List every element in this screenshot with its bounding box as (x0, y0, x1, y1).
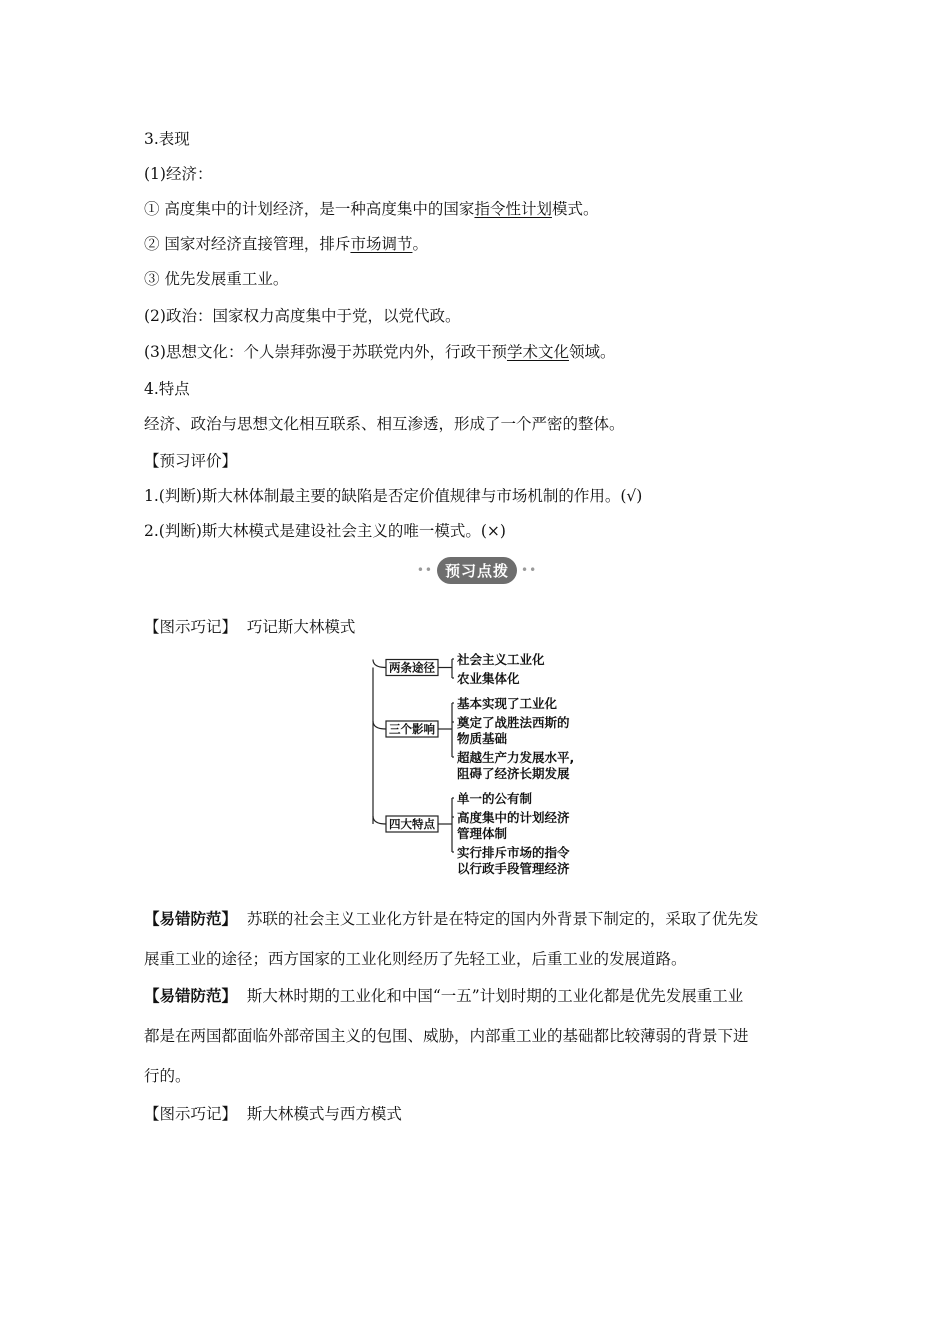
diagram-item-text: 物质基础 (457, 731, 508, 746)
diagram-item-text: 农业集体化 (457, 671, 520, 686)
error-tip-2-text: 斯大林时期的工业化和中国“一五”计划时期的工业化都是优先发展重工业 (246, 987, 744, 1005)
error-tip-2-line-1 (144, 985, 743, 1007)
diagram-item-text: 奠定了战胜法西斯的 (457, 715, 570, 730)
diagram-item-text: 基本实现了工业化 (457, 696, 558, 711)
item-2-underlined: 市场调节 (350, 235, 413, 253)
diagram-item-text: 单一的公有制 (457, 791, 533, 806)
error-tip-2-tag: 【易错防范】 (144, 986, 238, 1005)
tip-1-text: 巧记斯大林模式 (246, 618, 356, 636)
culture-suffix: 领域。 (568, 343, 616, 361)
item-1-text: ① 高度集中的计划经济，是一种高度集中的国家 (144, 200, 475, 218)
diagram-item-text: 超越生产力发展水平, (457, 750, 575, 765)
economy-item-3: ③ 优先发展重工业。 (144, 270, 289, 288)
section-3-2: (2)政治：国家权力高度集中于党，以党代政。 (144, 307, 461, 325)
stalin-model-diagram (365, 646, 625, 882)
section-3-3 (144, 341, 616, 363)
error-tip-1-line-1 (144, 908, 758, 930)
banner-label: 预习点拨 (437, 557, 517, 584)
section-3-1-heading: (1)经济： (144, 165, 213, 183)
preview-tips-banner (412, 556, 542, 584)
diagram-item-text: 管理体制 (457, 826, 508, 841)
question-2: 2.(判断)斯大林模式是建设社会主义的唯一模式。(×) (144, 522, 506, 540)
diagram-item-text: 社会主义工业化 (457, 652, 545, 667)
economy-item-2 (144, 233, 428, 255)
diagram-group-label: 三个影响 (389, 722, 435, 736)
question-1: 1.(判断)斯大林体制最主要的缺陷是否定价值规律与市场机制的作用。(√) (144, 487, 643, 505)
economy-item-1 (144, 198, 598, 220)
diagram-item-text: 高度集中的计划经济 (457, 810, 570, 825)
error-tip-2-line-2: 都是在两国都面临外部帝国主义的包围、威胁，内部重工业的基础都比较薄弱的背景下进 (144, 1027, 749, 1045)
diagram-group-label: 两条途径 (389, 660, 435, 675)
tip-2 (144, 1103, 402, 1125)
diagram-root-branch (373, 816, 386, 824)
diagram-item-text: 阻碍了经济长期发展 (457, 766, 570, 781)
item-1-underlined: 指令性计划 (474, 200, 552, 218)
banner-dots-right: •• (521, 563, 538, 577)
error-tip-1-tag: 【易错防范】 (144, 909, 238, 928)
culture-text: (3)思想文化：个人崇拜弥漫于苏联党内外，行政干预 (144, 343, 507, 361)
diagram-root-branch (373, 721, 386, 729)
banner-dots-left: •• (416, 563, 433, 577)
tip-1-tag: 【图示巧记】 (144, 618, 238, 636)
error-tip-2-line-3: 行的。 (144, 1067, 191, 1085)
section-4-title: 4.特点 (144, 380, 190, 398)
error-tip-1-text: 苏联的社会主义工业化方针是在特定的国内外背景下制定的，采取了优先发 (246, 910, 759, 928)
section-4-text: 经济、政治与思想文化相互联系、相互渗透，形成了一个严密的整体。 (144, 415, 625, 433)
item-2-text: ② 国家对经济直接管理，排斥 (144, 235, 351, 253)
diagram-item-text: 以行政手段管理经济 (457, 861, 570, 876)
diagram-root-branch (373, 660, 386, 668)
section-3-title: 3.表现 (144, 130, 190, 148)
error-tip-1-line-2: 展重工业的途径；西方国家的工业化则经历了先轻工业，后重工业的发展道路。 (144, 950, 687, 968)
diagram-group-label: 四大特点 (389, 817, 435, 831)
review-title: 【预习评价】 (144, 452, 238, 470)
culture-underlined: 学术文化 (506, 343, 569, 361)
tip-2-tag: 【图示巧记】 (144, 1105, 238, 1123)
item-1-suffix: 模式。 (551, 200, 599, 218)
item-2-suffix: 。 (412, 235, 428, 253)
tip-1 (144, 616, 355, 638)
tip-2-text: 斯大林模式与西方模式 (246, 1105, 402, 1123)
diagram-item-text: 实行排斥市场的指令 (457, 845, 570, 860)
